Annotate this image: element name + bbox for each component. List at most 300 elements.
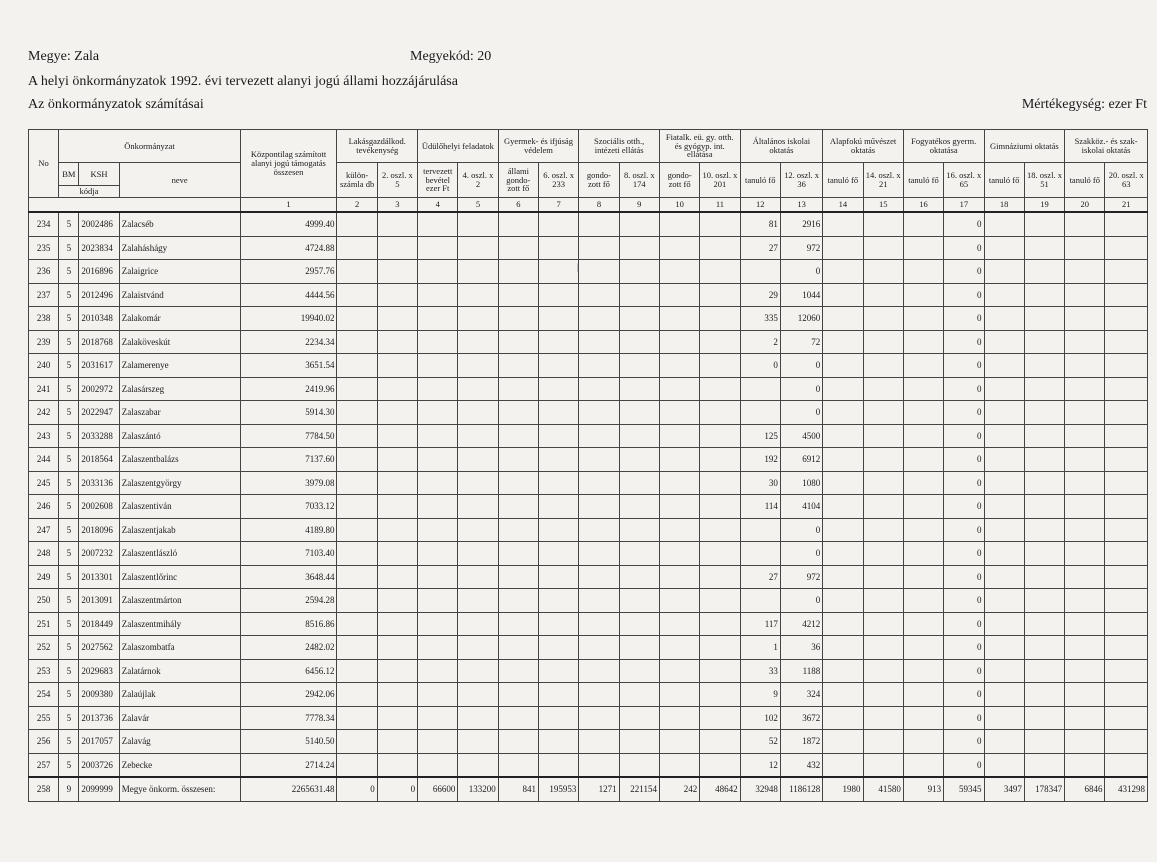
row-col-2 — [337, 730, 377, 754]
row-bm: 5 — [59, 236, 79, 260]
row-no: 244 — [29, 448, 59, 472]
total-col-18: 3497 — [984, 777, 1024, 801]
row-col-7 — [539, 354, 579, 378]
row-col-14 — [823, 377, 863, 401]
row-col-18 — [984, 424, 1024, 448]
row-bm: 5 — [59, 683, 79, 707]
row-col-7 — [539, 401, 579, 425]
col-sub-header: 12. oszl. x 36 — [780, 163, 822, 198]
row-col-12: 1 — [740, 636, 780, 660]
row-total: 2957.76 — [240, 260, 337, 284]
row-col-6 — [498, 706, 538, 730]
row-col-13: 0 — [780, 260, 822, 284]
row-col-6 — [498, 212, 538, 236]
row-col-4 — [418, 612, 458, 636]
row-col-19 — [1024, 636, 1064, 660]
row-col-18 — [984, 260, 1024, 284]
col-group-header: Gyermek- és ifjúság védelem — [498, 130, 579, 163]
row-col-6 — [498, 377, 538, 401]
row-col-4 — [418, 706, 458, 730]
row-col-15 — [863, 612, 903, 636]
row-col-2 — [337, 589, 377, 613]
col-header-bm: BM — [59, 163, 79, 186]
row-total: 8516.86 — [240, 612, 337, 636]
row-col-11 — [700, 236, 740, 260]
row-total: 7784.50 — [240, 424, 337, 448]
table-row — [29, 683, 1148, 707]
row-col-6 — [498, 354, 538, 378]
row-col-13: 1080 — [780, 471, 822, 495]
row-col-2 — [337, 683, 377, 707]
total-name: Megye önkorm. összesen: — [119, 777, 240, 801]
row-col-9 — [619, 212, 659, 236]
row-col-4 — [418, 659, 458, 683]
col-sub-header: 2. oszl. x 5 — [377, 163, 417, 198]
row-name: Zalaújlak — [119, 683, 240, 707]
row-col-18 — [984, 471, 1024, 495]
row-col-13: 0 — [780, 518, 822, 542]
row-col-2 — [337, 542, 377, 566]
row-col-18 — [984, 683, 1024, 707]
row-col-16 — [903, 683, 943, 707]
row-col-11 — [700, 283, 740, 307]
row-name: Zalaszentmihály — [119, 612, 240, 636]
row-col-21 — [1105, 730, 1148, 754]
row-total: 6456.12 — [240, 659, 337, 683]
row-col-17: 0 — [944, 612, 984, 636]
row-ksh: 2012496 — [79, 283, 119, 307]
row-col-11 — [700, 730, 740, 754]
row-no: 238 — [29, 307, 59, 331]
row-col-9 — [619, 471, 659, 495]
row-col-15 — [863, 565, 903, 589]
col-number: 8 — [579, 198, 619, 213]
row-col-7 — [539, 706, 579, 730]
row-total: 5914.30 — [240, 401, 337, 425]
row-col-21 — [1105, 706, 1148, 730]
row-col-6 — [498, 659, 538, 683]
row-col-3 — [377, 706, 417, 730]
row-col-21 — [1105, 659, 1148, 683]
row-ksh: 2003726 — [79, 753, 119, 777]
row-col-12 — [740, 518, 780, 542]
row-col-20 — [1065, 753, 1105, 777]
row-col-9 — [619, 283, 659, 307]
total-col-14: 1980 — [823, 777, 863, 801]
row-bm: 5 — [59, 283, 79, 307]
row-col-11 — [700, 424, 740, 448]
row-name: Zalaistvánd — [119, 283, 240, 307]
row-col-6 — [498, 448, 538, 472]
col-sub-header: 8. oszl. x 174 — [619, 163, 659, 198]
row-name: Zalamerenye — [119, 354, 240, 378]
row-col-3 — [377, 518, 417, 542]
row-col-14 — [823, 518, 863, 542]
row-col-11 — [700, 307, 740, 331]
row-name: Zalaszentlőrinc — [119, 565, 240, 589]
total-no: 258 — [29, 777, 59, 801]
row-bm: 5 — [59, 730, 79, 754]
row-total: 2234.34 — [240, 330, 337, 354]
row-col-7 — [539, 730, 579, 754]
row-col-4 — [418, 377, 458, 401]
row-col-20 — [1065, 448, 1105, 472]
row-col-8 — [579, 495, 619, 519]
document-title: A helyi önkormányzatok 1992. évi tervezett alanyi jogú állami hozzájárulása — [28, 74, 458, 89]
total-ksh: 2099999 — [79, 777, 119, 801]
row-col-3 — [377, 212, 417, 236]
row-ksh: 2029683 — [79, 659, 119, 683]
row-col-16 — [903, 283, 943, 307]
row-col-8 — [579, 589, 619, 613]
row-col-9 — [619, 683, 659, 707]
row-col-5 — [458, 260, 498, 284]
row-col-14 — [823, 471, 863, 495]
row-ksh: 2018449 — [79, 612, 119, 636]
row-col-21 — [1105, 518, 1148, 542]
row-name: Zalaszentbalázs — [119, 448, 240, 472]
row-col-18 — [984, 706, 1024, 730]
row-col-4 — [418, 307, 458, 331]
col-sub-header: állami gondo-zott fő — [498, 163, 538, 198]
row-col-6 — [498, 260, 538, 284]
row-col-17: 0 — [944, 448, 984, 472]
row-col-21 — [1105, 283, 1148, 307]
row-col-19 — [1024, 401, 1064, 425]
row-col-8 — [579, 706, 619, 730]
row-bm: 5 — [59, 753, 79, 777]
row-col-4 — [418, 212, 458, 236]
row-col-17: 0 — [944, 730, 984, 754]
row-col-11 — [700, 401, 740, 425]
row-ksh: 2002486 — [79, 212, 119, 236]
row-col-19 — [1024, 354, 1064, 378]
row-col-7 — [539, 612, 579, 636]
row-col-17: 0 — [944, 495, 984, 519]
row-col-20 — [1065, 330, 1105, 354]
row-col-12: 12 — [740, 753, 780, 777]
row-col-3 — [377, 565, 417, 589]
col-sub-header: külön-számla db — [337, 163, 377, 198]
row-bm: 5 — [59, 260, 79, 284]
row-col-16 — [903, 260, 943, 284]
row-col-7 — [539, 260, 579, 284]
row-no: 241 — [29, 377, 59, 401]
row-col-18 — [984, 354, 1024, 378]
total-col-9: 221154 — [619, 777, 659, 801]
row-col-11 — [700, 589, 740, 613]
row-name: Zalatárnok — [119, 659, 240, 683]
row-col-10 — [659, 283, 699, 307]
row-col-3 — [377, 401, 417, 425]
row-col-14 — [823, 565, 863, 589]
col-sub-header: tanuló fő — [823, 163, 863, 198]
row-col-15 — [863, 448, 903, 472]
col-number: 19 — [1024, 198, 1064, 213]
row-col-17: 0 — [944, 424, 984, 448]
row-col-8 — [579, 354, 619, 378]
row-bm: 5 — [59, 424, 79, 448]
row-col-19 — [1024, 612, 1064, 636]
row-col-20 — [1065, 283, 1105, 307]
row-col-9 — [619, 659, 659, 683]
col-sub-header: 18. oszl. x 51 — [1024, 163, 1064, 198]
row-col-8 — [579, 330, 619, 354]
table-row — [29, 730, 1148, 754]
row-col-19 — [1024, 283, 1064, 307]
row-col-17: 0 — [944, 354, 984, 378]
total-col-4: 66600 — [418, 777, 458, 801]
row-col-12: 29 — [740, 283, 780, 307]
row-col-20 — [1065, 354, 1105, 378]
row-col-19 — [1024, 683, 1064, 707]
row-col-9 — [619, 260, 659, 284]
row-col-18 — [984, 212, 1024, 236]
row-name: Zalacséb — [119, 212, 240, 236]
row-col-16 — [903, 589, 943, 613]
row-col-2 — [337, 753, 377, 777]
row-col-12: 81 — [740, 212, 780, 236]
row-col-5 — [458, 495, 498, 519]
row-col-11 — [700, 683, 740, 707]
col-group-header: Lakásgazdálkod. tevékenység — [337, 130, 418, 163]
row-col-5 — [458, 471, 498, 495]
row-col-8 — [579, 212, 619, 236]
row-col-5 — [458, 683, 498, 707]
row-col-20 — [1065, 706, 1105, 730]
row-col-10 — [659, 236, 699, 260]
row-col-3 — [377, 589, 417, 613]
row-col-20 — [1065, 471, 1105, 495]
row-name: Zalaszentlászló — [119, 542, 240, 566]
total-col-19: 178347 — [1024, 777, 1064, 801]
row-col-6 — [498, 518, 538, 542]
col-number: 15 — [863, 198, 903, 213]
row-col-17: 0 — [944, 683, 984, 707]
total-col-10: 242 — [659, 777, 699, 801]
row-col-20 — [1065, 495, 1105, 519]
row-col-12 — [740, 260, 780, 284]
row-col-19 — [1024, 565, 1064, 589]
row-col-12: 114 — [740, 495, 780, 519]
row-ksh: 2009380 — [79, 683, 119, 707]
row-col-17: 0 — [944, 706, 984, 730]
row-col-18 — [984, 377, 1024, 401]
row-col-15 — [863, 354, 903, 378]
col-sub-header: tanuló fő — [740, 163, 780, 198]
row-col-14 — [823, 730, 863, 754]
total-col-12: 32948 — [740, 777, 780, 801]
row-col-19 — [1024, 753, 1064, 777]
total-col-21: 431298 — [1105, 777, 1148, 801]
row-name: Zalakomár — [119, 307, 240, 331]
row-name: Zalaszántó — [119, 424, 240, 448]
row-col-14 — [823, 542, 863, 566]
table-row — [29, 401, 1148, 425]
row-col-16 — [903, 518, 943, 542]
total-col-15: 41580 — [863, 777, 903, 801]
col-group-header: Szakköz.- és szak-iskolai oktatás — [1065, 130, 1148, 163]
row-col-7 — [539, 518, 579, 542]
row-col-3 — [377, 448, 417, 472]
row-col-8 — [579, 471, 619, 495]
row-col-4 — [418, 542, 458, 566]
row-col-5 — [458, 706, 498, 730]
row-no: 237 — [29, 283, 59, 307]
row-col-13: 1044 — [780, 283, 822, 307]
row-col-19 — [1024, 518, 1064, 542]
row-col-2 — [337, 659, 377, 683]
row-total: 7103.40 — [240, 542, 337, 566]
row-col-18 — [984, 236, 1024, 260]
row-col-11 — [700, 518, 740, 542]
row-col-21 — [1105, 495, 1148, 519]
col-sub-header: 16. oszl. x 65 — [944, 163, 984, 198]
table-row — [29, 377, 1148, 401]
row-col-16 — [903, 659, 943, 683]
row-col-9 — [619, 753, 659, 777]
row-col-15 — [863, 753, 903, 777]
row-col-4 — [418, 636, 458, 660]
row-col-6 — [498, 424, 538, 448]
row-bm: 5 — [59, 542, 79, 566]
row-col-11 — [700, 659, 740, 683]
row-col-5 — [458, 565, 498, 589]
col-sub-header: 4. oszl. x 2 — [458, 163, 498, 198]
row-col-18 — [984, 612, 1024, 636]
row-total: 2594.28 — [240, 589, 337, 613]
row-col-3 — [377, 753, 417, 777]
row-col-10 — [659, 495, 699, 519]
row-col-5 — [458, 659, 498, 683]
row-col-9 — [619, 236, 659, 260]
row-no: 253 — [29, 659, 59, 683]
row-col-17: 0 — [944, 236, 984, 260]
row-col-2 — [337, 495, 377, 519]
row-col-4 — [418, 730, 458, 754]
row-col-12 — [740, 377, 780, 401]
row-col-5 — [458, 730, 498, 754]
row-col-12: 117 — [740, 612, 780, 636]
row-col-14 — [823, 424, 863, 448]
row-col-8 — [579, 659, 619, 683]
row-col-18 — [984, 636, 1024, 660]
row-col-7 — [539, 377, 579, 401]
row-col-7 — [539, 330, 579, 354]
row-col-12: 9 — [740, 683, 780, 707]
row-col-5 — [458, 542, 498, 566]
total-col-11: 48642 — [700, 777, 740, 801]
col-number: 10 — [659, 198, 699, 213]
row-col-15 — [863, 706, 903, 730]
row-col-15 — [863, 589, 903, 613]
col-group-header: Általános iskolai oktatás — [740, 130, 823, 163]
row-col-13: 0 — [780, 401, 822, 425]
row-col-9 — [619, 401, 659, 425]
allocation-table — [28, 129, 1148, 802]
row-bm: 5 — [59, 706, 79, 730]
row-col-5 — [458, 307, 498, 331]
col-sub-header: 14. oszl. x 21 — [863, 163, 903, 198]
row-col-14 — [823, 330, 863, 354]
row-bm: 5 — [59, 377, 79, 401]
row-total: 2419.96 — [240, 377, 337, 401]
row-col-9 — [619, 612, 659, 636]
row-no: 254 — [29, 683, 59, 707]
col-number: 1 — [240, 198, 337, 213]
row-col-11 — [700, 565, 740, 589]
row-total: 4189.80 — [240, 518, 337, 542]
row-col-18 — [984, 542, 1024, 566]
row-bm: 5 — [59, 471, 79, 495]
row-col-20 — [1065, 612, 1105, 636]
row-col-4 — [418, 495, 458, 519]
row-col-20 — [1065, 424, 1105, 448]
row-col-20 — [1065, 730, 1105, 754]
table-row — [29, 636, 1148, 660]
row-name: Zalaszentjakab — [119, 518, 240, 542]
table-row — [29, 354, 1148, 378]
row-col-15 — [863, 683, 903, 707]
row-col-20 — [1065, 636, 1105, 660]
col-number: 12 — [740, 198, 780, 213]
row-col-18 — [984, 401, 1024, 425]
row-col-12: 192 — [740, 448, 780, 472]
row-col-8 — [579, 401, 619, 425]
col-group-header: Üdülőhelyi feladatok — [418, 130, 499, 163]
row-col-10 — [659, 260, 699, 284]
row-col-5 — [458, 377, 498, 401]
row-ksh: 2018096 — [79, 518, 119, 542]
row-col-2 — [337, 518, 377, 542]
row-col-21 — [1105, 542, 1148, 566]
row-col-21 — [1105, 471, 1148, 495]
row-col-21 — [1105, 753, 1148, 777]
county-code-label: Megyekód: 20 — [410, 49, 492, 64]
col-sub-header: gondo-zott fő — [659, 163, 699, 198]
row-name: Zalasárszeg — [119, 377, 240, 401]
row-col-4 — [418, 354, 458, 378]
col-number: 18 — [984, 198, 1024, 213]
row-col-21 — [1105, 354, 1148, 378]
table-row — [29, 471, 1148, 495]
row-col-18 — [984, 448, 1024, 472]
row-col-10 — [659, 377, 699, 401]
row-col-16 — [903, 236, 943, 260]
row-ksh: 2013736 — [79, 706, 119, 730]
row-col-15 — [863, 424, 903, 448]
row-col-14 — [823, 212, 863, 236]
row-col-9 — [619, 448, 659, 472]
row-total: 4724.88 — [240, 236, 337, 260]
row-col-9 — [619, 495, 659, 519]
row-col-10 — [659, 330, 699, 354]
row-col-17: 0 — [944, 589, 984, 613]
row-col-14 — [823, 401, 863, 425]
row-col-3 — [377, 260, 417, 284]
row-col-14 — [823, 354, 863, 378]
row-col-16 — [903, 330, 943, 354]
row-col-8 — [579, 307, 619, 331]
col-sub-header: tervezett bevétel ezer Ft — [418, 163, 458, 198]
row-col-9 — [619, 636, 659, 660]
row-col-3 — [377, 730, 417, 754]
row-col-4 — [418, 283, 458, 307]
row-name: Zalaköveskút — [119, 330, 240, 354]
row-col-2 — [337, 565, 377, 589]
row-col-13: 4212 — [780, 612, 822, 636]
row-col-17: 0 — [944, 212, 984, 236]
